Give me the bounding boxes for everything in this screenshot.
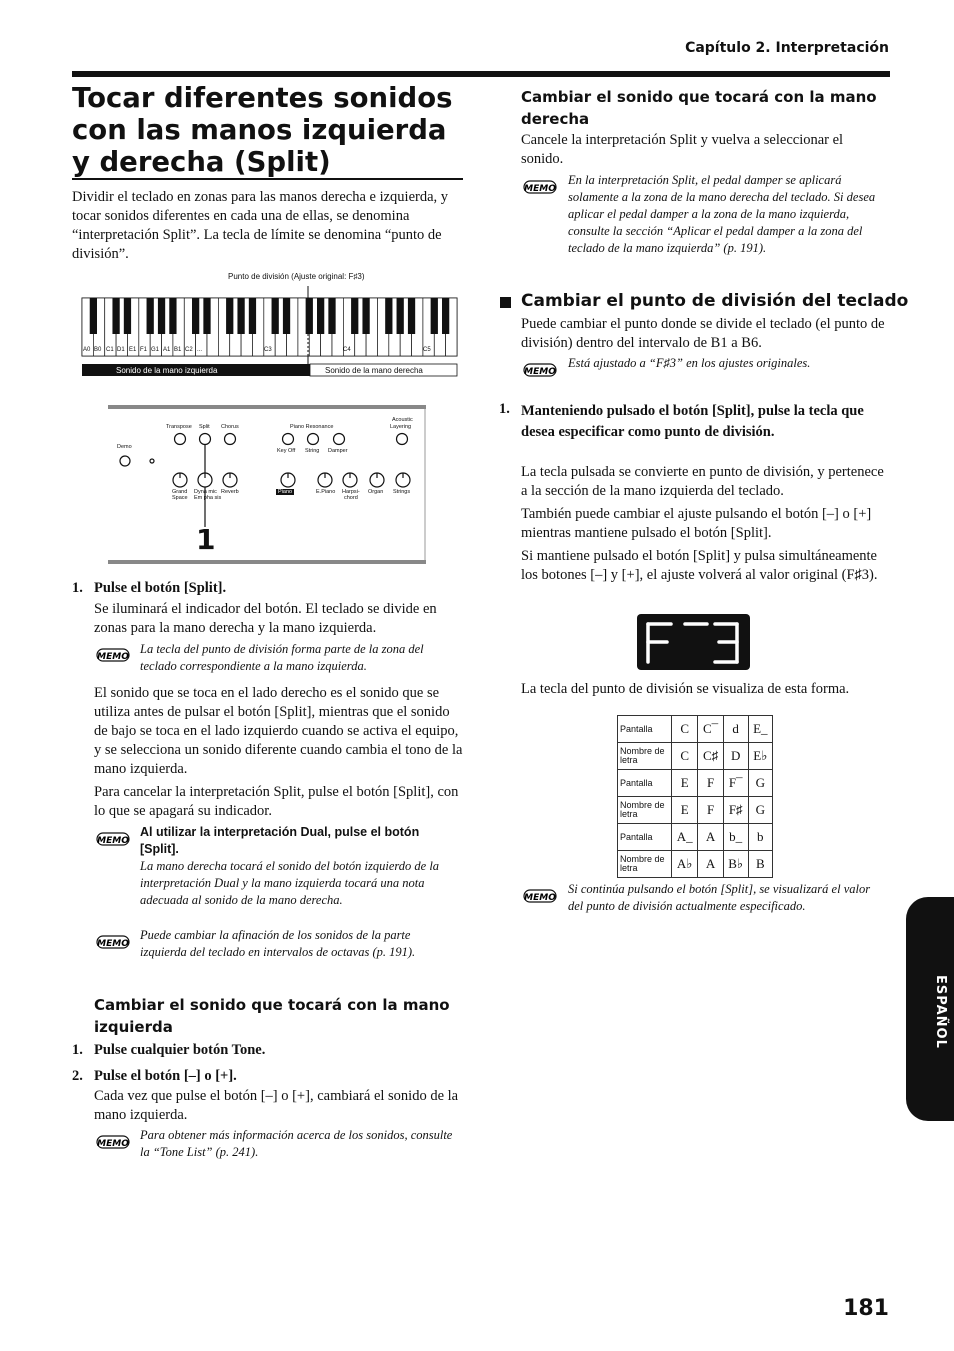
layering-label: Layering [390,424,412,430]
right-zone-label: Sonido de la mano derecha [325,366,423,375]
step1-title: Pulse el botón [Split]. [94,580,227,596]
note-table-cell: d [723,716,748,743]
note-table-cell: C [672,716,698,743]
section-bullet [500,297,511,308]
note-table-row [618,851,773,878]
black-key [397,298,404,334]
note-table-cell: b [748,824,772,851]
left-hand-subheading: Cambiar el sonido que tocará con la mano izquierda [94,996,450,1036]
string-label: String [305,448,320,454]
lh-step2-title: Pulse el botón [–] o [+]. [94,1068,237,1084]
emphasis-label: Em pha sis [194,495,222,501]
black-key [249,298,256,334]
lh-step1-number: 1. [72,1042,83,1058]
note-table-row-label: Pantalla [618,716,672,743]
note-table-cell: F [698,797,723,824]
note-name-table [617,715,773,878]
damper-label: Damper [328,448,348,454]
black-key [362,298,369,334]
note-table-row [618,824,773,851]
section-text: Puede cambiar el punto donde se divide el teclado (el punto de división) dentro del intervalo de B1 a B6. [521,316,885,351]
harpsi-label: Harpsi- [342,489,360,495]
chapter-header: Capítulo 2. Interpretación [685,40,889,56]
rh-step1-number: 1. [499,401,510,417]
space-label: Space [172,495,188,501]
reverb-label: Reverb [221,489,239,495]
key-label: C2 [185,347,193,353]
note-table-row-label: Nombre de letra [618,743,672,770]
note-table-cell: E [672,770,698,797]
memo-tone-list: Para obtener más información acerca de los sonidos, consulte la “Tone List” (p. 241). [140,1128,453,1159]
black-key [351,298,358,334]
note-table-row [618,797,773,824]
note-table-cell: b_ [723,824,748,851]
key-label: A0 [83,347,91,353]
black-key [328,298,335,334]
left-paragraph-1: El sonido que se toca en el lado derecho es el sonido que se utiliza antes de pulsar el botón [Split], mientras que el sonido de bajo se toca en el lado izquierdo cuando se activa el equipo, y se selecciona un sonido diferente cuando cambia el tono de la mano izquierda. [94,685,463,777]
black-key [147,298,154,334]
svg-text:MEMO: MEMO [97,939,129,949]
acoustic-label: Acoustic [392,417,413,423]
step-callout: 1 [196,523,216,556]
rh-paragraph-3: Si mantiene pulsado el botón [Split] y pulsa simultáneamente los botones [–] y [+], el ajuste volverá al valor original (F♯3). [521,548,878,583]
dynamic-label: Dyna mic [194,489,217,495]
memo-current-value: Si continúa pulsando el botón [Split], se visualizará el valor del punto de división actualmente especificado. [568,882,871,913]
memo-default: Está ajustado a “F♯3” en los ajustes originales. [568,356,811,370]
memo-split-point: La tecla del punto de división forma parte de la zona del teclado correspondiente a la mano izquierda. [140,642,424,673]
black-key [237,298,244,334]
black-key [124,298,131,334]
note-table-cell: E [672,797,698,824]
piano-label: Piano [278,489,293,495]
note-table-cell: C♯ [698,743,723,770]
rh-step1-title: Manteniendo pulsado el botón [Split], pulse la tecla que desea especificar como punto de división. [521,403,864,440]
page-title: Tocar diferentes sonidos con las manos izquierda y derecha (Split) [72,82,453,179]
organ-label: Organ [368,489,384,495]
memo-icon [96,934,130,950]
memo-dual-title: Al utilizar la interpretación Dual, pulse el botón [Split]. [140,825,420,856]
memo-damper: En la interpretación Split, el pedal damper se aplicará solamente a la zona de la mano derecha del teclado. Si desea aplicar el pedal damper a la zona de la mano izquierda, consulte la sección “Aplicar el pedal damper a la zona del teclado de la mano izquierda” (p. 191). [568,173,876,255]
chord-label: chord [344,495,358,501]
note-table-cell: B♭ [723,851,748,878]
note-table-row-label: Nombre de letra [618,851,672,878]
note-table-row-label: Pantalla [618,770,672,797]
note-table-cell: A [698,851,723,878]
lh-step1-title: Pulse cualquier botón Tone. [94,1042,266,1058]
black-key [431,298,438,334]
transpose-label: Transpose [166,424,192,430]
key-label: D1 [117,347,125,353]
black-key [385,298,392,334]
key-label: B1 [174,347,182,353]
key-label: C5 [423,347,431,353]
language-tab-label: ESPAÑOL [933,975,948,1049]
memo-icon [96,1134,130,1150]
right-hand-text: Cancele la interpretación Split y vuelva a seleccionar el sonido. [521,132,844,167]
top-rule [72,71,890,77]
note-table-row [618,770,773,797]
memo-icon [96,831,130,847]
key-off-label: Key Off [277,448,296,454]
black-key [169,298,176,334]
note-table-row-label: Pantalla [618,824,672,851]
black-key [408,298,415,334]
split-point-caption: Punto de división (Ajuste original: F♯3) [228,272,365,281]
note-table-cell: A_ [672,824,698,851]
led-digits [637,614,750,670]
key-label: F1 [140,347,148,353]
black-key [203,298,210,334]
demo-label: Demo [117,444,132,450]
split-label: Split [199,424,210,430]
note-table-cell: D [723,743,748,770]
key-labels [82,347,462,357]
svg-text:MEMO: MEMO [524,367,556,377]
note-table-cell: C [672,743,698,770]
memo-icon [523,179,557,195]
black-key [283,298,290,334]
black-key [442,298,449,334]
grand-label: Grand [172,489,188,495]
rh-paragraph-2: También puede cambiar el ajuste pulsando el botón [–] o [+] mientras mantiene pulsado el botón [Split]. [521,506,872,541]
memo-octave: Puede cambiar la afinación de los sonidos de la parte izquierda del teclado en intervalos de octavas (p. 191). [140,928,416,959]
key-label: B0 [94,347,102,353]
memo-icon [523,888,557,904]
black-key [317,298,324,334]
note-table-cell: F♯ [723,797,748,824]
key-label: E1 [129,347,137,353]
key-label: C1 [106,347,114,353]
chorus-label: Chorus [221,424,239,430]
rh-paragraph-1: La tecla pulsada se convierte en punto de división, y pertenece a la sección de la mano izquierda del teclado. [521,464,884,499]
svg-text:MEMO: MEMO [97,836,129,846]
black-key [112,298,119,334]
svg-text:MEMO: MEMO [97,652,129,662]
note-table-row [618,716,773,743]
note-table-cell: E♭ [748,743,772,770]
key-label: ... [197,347,203,353]
section-title: Cambiar el punto de división del teclado [521,291,909,311]
epiano-label: E.Piano [316,489,336,495]
note-table-cell: C¯ [698,716,723,743]
step1-text: Se iluminará el indicador del botón. El teclado se divide en zonas para la mano derecha y la mano izquierda. [94,601,437,636]
note-table-cell: F¯ [723,770,748,797]
svg-text:MEMO: MEMO [97,1139,129,1149]
svg-text:MEMO: MEMO [524,893,556,903]
left-zone-label: Sonido de la mano izquierda [116,366,218,375]
page-number: 181 [843,1296,889,1321]
note-table-cell: A [698,824,723,851]
black-key [192,298,199,334]
step1-number: 1. [72,580,83,596]
intro-paragraph: Dividir el teclado en zonas para las manos derecha e izquierda, y tocar sonidos diferentes en cada una de ellas, se denomina “interpretación Split”. La tecla de límite se denomina “punto de división”. [72,189,449,262]
display-caption: La tecla del punto de división se visualiza de esta forma. [521,681,850,697]
note-table-cell: G [748,797,772,824]
panel-labels [108,405,428,565]
left-paragraph-2: Para cancelar la interpretación Split, pulse el botón [Split], con lo que se apagará su indicador. [94,784,459,819]
strings-label: Strings [393,489,411,495]
key-label: C4 [343,347,351,353]
title-rule [72,178,463,180]
black-key [158,298,165,334]
piano-resonance-label: Piano Resonance [290,424,334,430]
key-label: C3 [264,347,272,353]
key-label: A1 [163,347,171,353]
note-table-cell: A♭ [672,851,698,878]
memo-dual-text: La mano derecha tocará el sonido del botón izquierdo de la interpretación Dual y la mano izquierda tocará una nota adecuada al sonido de la mano derecha. [140,859,440,907]
note-table-row [618,743,773,770]
memo-icon [96,647,130,663]
black-key [306,298,313,334]
note-table-row-label: Nombre de letra [618,797,672,824]
black-key [90,298,97,334]
black-key [272,298,279,334]
note-table-cell: G [748,770,772,797]
lh-step2-text: Cada vez que pulse el botón [–] o [+], cambiará el sonido de la mano izquierda. [94,1088,459,1123]
memo-icon [523,362,557,378]
note-table-cell: B [748,851,772,878]
key-label: G1 [151,347,160,353]
lh-step2-number: 2. [72,1068,83,1084]
svg-text:MEMO: MEMO [524,184,556,194]
black-key [226,298,233,334]
note-table-cell: E_ [748,716,772,743]
note-table-cell: F [698,770,723,797]
right-hand-subheading: Cambiar el sonido que tocará con la mano derecha [521,88,877,128]
led-display [637,614,750,670]
